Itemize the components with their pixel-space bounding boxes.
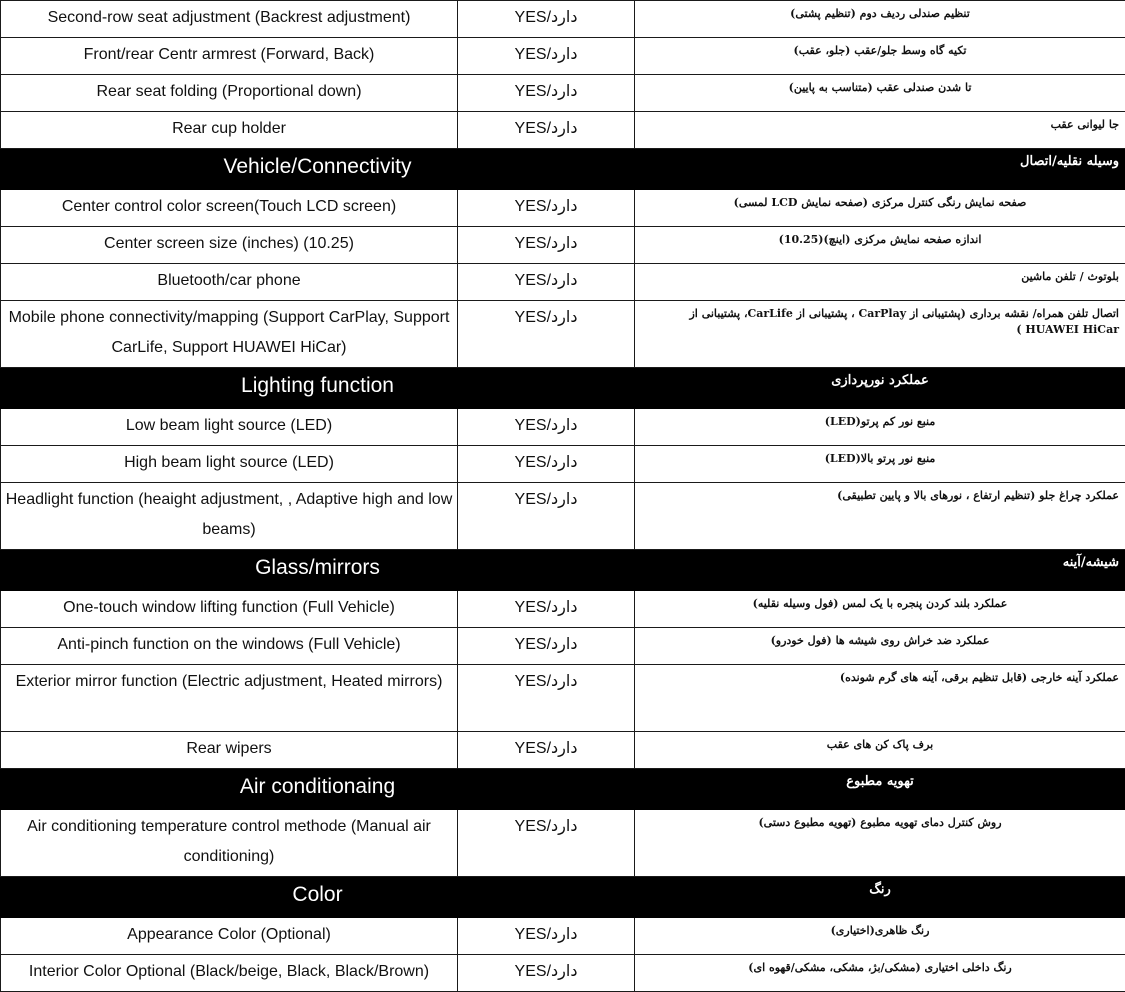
feature-fa: اندازه صفحه نمایش مرکزی (اینچ)(10.25) [635, 227, 1125, 264]
section-title-en: Glass/mirrors [1, 550, 635, 591]
section-header [1, 368, 1125, 409]
section-title-fa: عملکرد نورپردازی [635, 368, 1125, 409]
section-header [1, 550, 1125, 591]
table-row [1, 810, 1125, 877]
feature-en: Mobile phone connectivity/mapping (Support CarPlay, Support CarLife, Support HUAWEI HiCar) [1, 301, 458, 368]
section-title-en: Color [1, 877, 635, 918]
feature-fa: منبع نور کم پرتو(LED) [635, 409, 1125, 446]
table-row [1, 591, 1125, 628]
section-title-fa: تهویه مطبوع [635, 769, 1125, 810]
feature-fa: عملکرد ضد خراش روی شیشه ها (فول خودرو) [635, 628, 1125, 665]
feature-en: Low beam light source (LED) [1, 409, 458, 446]
feature-en: Interior Color Optional (Black/beige, Black, Black/Brown) [1, 955, 458, 992]
table-row [1, 112, 1125, 149]
feature-value: YES/دارد [458, 591, 635, 628]
feature-fa: عملکرد بلند کردن پنجره با یک لمس (فول وسیله نقلیه) [635, 591, 1125, 628]
feature-fa: تنظیم صندلی ردیف دوم (تنظیم پشتی) [635, 1, 1125, 38]
table-row [1, 190, 1125, 227]
feature-value: YES/دارد [458, 1, 635, 38]
section-title-fa: رنگ [635, 877, 1125, 918]
feature-en: Rear seat folding (Proportional down) [1, 75, 458, 112]
table-row [1, 955, 1125, 992]
feature-fa: رنگ داخلی اختیاری (مشکی/بژ، مشکی، مشکی/قهوه ای) [635, 955, 1125, 992]
section-title-fa: وسیله نقلیه/اتصال [635, 149, 1125, 190]
feature-value: YES/دارد [458, 301, 635, 368]
feature-value: YES/دارد [458, 665, 635, 732]
table-row [1, 446, 1125, 483]
feature-fa: جا لیوانی عقب [635, 112, 1125, 149]
feature-value: YES/دارد [458, 112, 635, 149]
table-row [1, 38, 1125, 75]
feature-value: YES/دارد [458, 628, 635, 665]
feature-en: Rear wipers [1, 732, 458, 769]
section-title-en: Air conditionaing [1, 769, 635, 810]
feature-fa: عملکرد چراغ جلو (تنظیم ارتفاع ، نورهای بالا و پایین تطبیقی) [635, 483, 1125, 550]
feature-en: Center screen size (inches) (10.25) [1, 227, 458, 264]
feature-value: YES/دارد [458, 38, 635, 75]
feature-fa: منبع نور پرتو بالا(LED) [635, 446, 1125, 483]
section-title-fa: شیشه/آینه [635, 550, 1125, 591]
table-row [1, 1, 1125, 38]
feature-en: Bluetooth/car phone [1, 264, 458, 301]
feature-en: One-touch window lifting function (Full Vehicle) [1, 591, 458, 628]
feature-fa: صفحه نمایش رنگی کنترل مرکزی (صفحه نمایش LCD لمسی) [635, 190, 1125, 227]
feature-fa: تکیه گاه وسط جلو/عقب (جلو، عقب) [635, 38, 1125, 75]
feature-value: YES/دارد [458, 190, 635, 227]
feature-en: Exterior mirror function (Electric adjustment, Heated mirrors) [1, 665, 458, 732]
table-row [1, 75, 1125, 112]
section-title-en: Lighting function [1, 368, 635, 409]
feature-en: High beam light source (LED) [1, 446, 458, 483]
feature-value: YES/دارد [458, 918, 635, 955]
feature-en: Front/rear Centr armrest (Forward, Back) [1, 38, 458, 75]
feature-fa: روش کنترل دمای تهویه مطبوع (تهویه مطبوع دستی) [635, 810, 1125, 877]
feature-fa: رنگ ظاهری(اختیاری) [635, 918, 1125, 955]
feature-en: Appearance Color (Optional) [1, 918, 458, 955]
section-header [1, 769, 1125, 810]
feature-en: Anti-pinch function on the windows (Full Vehicle) [1, 628, 458, 665]
feature-en: Headlight function (heaight adjustment, , Adaptive high and low beams) [1, 483, 458, 550]
feature-value: YES/دارد [458, 264, 635, 301]
section-header [1, 149, 1125, 190]
feature-value: YES/دارد [458, 409, 635, 446]
feature-en: Center control color screen(Touch LCD screen) [1, 190, 458, 227]
table-row [1, 301, 1125, 368]
table-row [1, 409, 1125, 446]
feature-value: YES/دارد [458, 732, 635, 769]
feature-value: YES/دارد [458, 75, 635, 112]
feature-value: YES/دارد [458, 955, 635, 992]
section-header [1, 877, 1125, 918]
table-row [1, 483, 1125, 550]
feature-value: YES/دارد [458, 227, 635, 264]
table-row [1, 264, 1125, 301]
table-row [1, 665, 1125, 732]
feature-fa: تا شدن صندلی عقب (متناسب به پایین) [635, 75, 1125, 112]
feature-value: YES/دارد [458, 446, 635, 483]
feature-value: YES/دارد [458, 810, 635, 877]
feature-en: Air conditioning temperature control methode (Manual air conditioning) [1, 810, 458, 877]
feature-fa: عملکرد آینه خارجی (قابل تنظیم برقی، آینه های گرم شونده) [635, 665, 1125, 732]
feature-fa: برف پاک کن های عقب [635, 732, 1125, 769]
section-title-en: Vehicle/Connectivity [1, 149, 635, 190]
feature-en: Rear cup holder [1, 112, 458, 149]
feature-en: Second-row seat adjustment (Backrest adjustment) [1, 1, 458, 38]
table-row [1, 918, 1125, 955]
table-row [1, 227, 1125, 264]
table-row [1, 628, 1125, 665]
feature-value: YES/دارد [458, 483, 635, 550]
feature-fa: اتصال تلفن همراه/ نقشه برداری (پشتیبانی از CarPlay ، پشتیبانی از CarLife، پشتیبانی از HUAWEI HiCar ) [635, 301, 1125, 368]
feature-fa: بلوتوث / تلفن ماشین [635, 264, 1125, 301]
table-row [1, 732, 1125, 769]
